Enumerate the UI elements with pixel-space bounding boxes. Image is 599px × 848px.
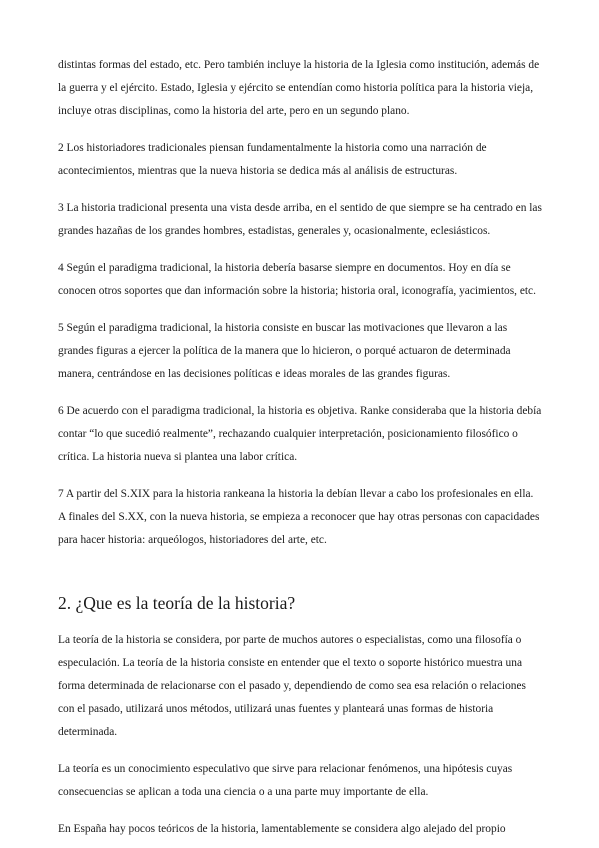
paragraph-espana: En España hay pocos teóricos de la historia, lamentablemente se considera algo alejado del propio [58,823,506,835]
paragraph-point-4: 4 Según el paradigma tradicional, la historia debería basarse siempre en documentos. Hoy en día se conocen otros soportes que dan información sobre la historia; historia oral, iconografía, yacimientos, etc. [58,262,536,297]
paragraph-point-3: 3 La historia tradicional presenta una vista desde arriba, en el sentido de que siempre se ha centrado en las grandes hazañas de los grandes hombres, estadistas, generales y, ocasionalmente, eclesiásticos. [58,202,542,237]
paragraph-teoria-conocimiento: La teoría es un conocimiento especulativo que sirve para relacionar fenómenos, una hipótesis cuyas consecuencias se aplican a toda una ciencia o a una parte muy importante de ella. [58,763,513,798]
section-heading: 2. ¿Que es la teoría de la historia? [58,593,296,613]
paragraph-estado-iglesia: distintas formas del estado, etc. Pero también incluye la historia de la Iglesia como institución, además de la guerra y el ejército. Estado, Iglesia y ejército se entendían como historia política para la historia vieja, incluye otras disciplinas, como la historia del arte, pero en un segundo plano. [58,59,540,117]
paragraph-point-5: 5 Según el paradigma tradicional, la historia consiste en buscar las motivaciones que llevaron a las grandes figuras a ejercer la política de la manera que lo hicieron, o porqué actuaron de determinada manera, centrándose en las decisiones políticas e ideas morales de las grandes figuras. [58,322,511,380]
paragraph-point-6: 6 De acuerdo con el paradigma tradicional, la historia es objetiva. Ranke consideraba que la historia debía contar “lo que sucedió realmente”, rechazando cualquier interpretación, posicionamiento filosófico o crítica. La historia nueva si plantea una labor crítica. [58,405,542,463]
paragraph-point-2: 2 Los historiadores tradicionales piensan fundamentalmente la historia como una narración de acontecimientos, mientras que la nueva historia se dedica más al análisis de estructuras. [58,142,487,177]
paragraph-point-7: 7 A partir del S.XIX para la historia rankeana la historia la debían llevar a cabo los profesionales en ella. A finales del S.XX, con la nueva historia, se empieza a reconocer que hay otras personas con capacidades para hacer historia: arqueólogos, historiadores del arte, etc. [58,488,540,546]
paragraph-teoria-definicion: La teoría de la historia se considera, por parte de muchos autores o especialistas, como una filosofía o especulación. La teoría de la historia consiste en entender que el texto o soporte histórico muestra una forma determinada de relacionarse con el pasado y, dependiendo de como sea esa relación o relaciones con el pasado, utilizará unos métodos, utilizará unas fuentes y planteará unas formas de historia determinada. [58,634,526,738]
